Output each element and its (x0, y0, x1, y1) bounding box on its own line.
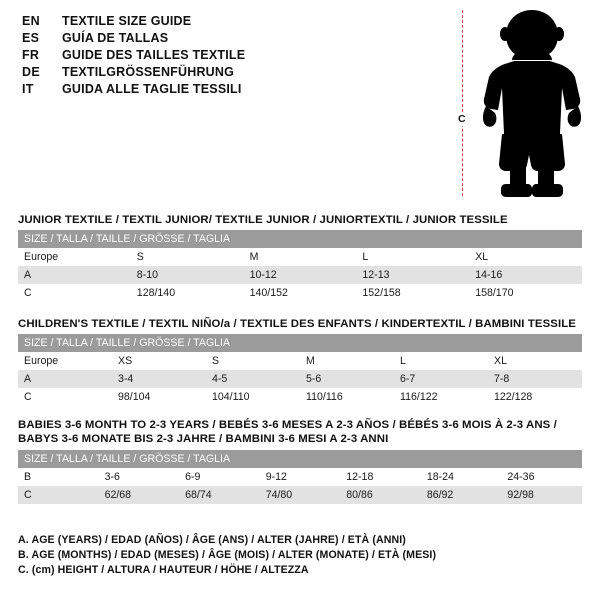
section-title-children: CHILDREN'S TEXTILE / TEXTIL NIÑO/а / TEXTILE DES ENFANTS / KINDERTEXTIL / BAMBINI TESSILE (18, 318, 576, 330)
row-label: B (18, 468, 99, 486)
table-row (18, 468, 582, 486)
table-row (18, 248, 582, 266)
row-label: Europe (18, 248, 131, 266)
table-row (18, 352, 582, 370)
cell: 158/170 (469, 284, 582, 302)
cell: 9-12 (260, 468, 341, 486)
legend-line-a: A. AGE (YEARS) / EDAD (AÑOS) / ÂGE (ANS) / ALTER (JAHRE) / ETÀ (ANNI) (18, 534, 406, 546)
language-title: TEXTILGRÖSSENFÜHRUNG (62, 65, 235, 79)
legend-line-c: C. (cm) HEIGHT / ALTURA / HAUTEUR / HÖHE / ALTEZZA (18, 564, 309, 576)
table-header-label: SIZE / TALLA / TAILLE / GRÖSSE / TAGLIA (18, 230, 582, 248)
legend-line-b: B. AGE (MONTHS) / EDAD (MESES) / ÂGE (MOIS) / ALTER (MONATE) / ETÀ (MESI) (18, 549, 437, 561)
cell: 74/80 (260, 486, 341, 504)
cell: 14-16 (469, 266, 582, 284)
cell: 24-36 (501, 468, 582, 486)
cell: 3-6 (99, 468, 180, 486)
cell: 92/98 (501, 486, 582, 504)
language-code: FR (22, 48, 40, 62)
language-row (22, 65, 442, 79)
language-row (22, 48, 442, 62)
table-row (18, 284, 582, 302)
cell: 140/152 (244, 284, 357, 302)
row-label: C (18, 284, 131, 302)
table-junior (18, 230, 582, 302)
cell: 128/140 (131, 284, 244, 302)
language-code: DE (22, 65, 40, 79)
language-title: GUÍA DE TALLAS (62, 31, 169, 45)
language-code: EN (22, 14, 40, 28)
cell: XS (112, 352, 206, 370)
table-header-label: SIZE / TALLA / TAILLE / GRÖSSE / TAGLIA (18, 450, 582, 468)
cell: 3-4 (112, 370, 206, 388)
cell: XL (488, 352, 582, 370)
cell: S (131, 248, 244, 266)
cell: 7-8 (488, 370, 582, 388)
cell: 152/158 (356, 284, 469, 302)
language-row (22, 82, 442, 96)
cell: 68/74 (179, 486, 260, 504)
language-title: GUIDE DES TAILLES TEXTILE (62, 48, 246, 62)
cell: 8-10 (131, 266, 244, 284)
cell: 12-13 (356, 266, 469, 284)
language-row (22, 31, 442, 45)
cell: 4-5 (206, 370, 300, 388)
row-label: C (18, 486, 99, 504)
row-label: C (18, 388, 112, 406)
cell: 10-12 (244, 266, 357, 284)
cell: 62/68 (99, 486, 180, 504)
cell: 18-24 (421, 468, 502, 486)
section-babies (18, 418, 582, 504)
table-row (18, 266, 582, 284)
language-code: ES (22, 31, 40, 45)
table-row (18, 388, 582, 406)
cell: M (244, 248, 357, 266)
table-children (18, 334, 582, 406)
language-title: TEXTILE SIZE GUIDE (62, 14, 192, 28)
cell: 116/122 (394, 388, 488, 406)
section-junior (18, 214, 582, 302)
language-row (22, 14, 442, 28)
cell: 104/110 (206, 388, 300, 406)
cell: L (356, 248, 469, 266)
cell: L (394, 352, 488, 370)
cell: S (206, 352, 300, 370)
cell: 6-7 (394, 370, 488, 388)
cell: XL (469, 248, 582, 266)
measurement-illustration (448, 8, 588, 198)
table-header-label: SIZE / TALLA / TAILLE / GRÖSSE / TAGLIA (18, 334, 582, 352)
toddler-silhouette-icon (476, 8, 588, 198)
cell: 12-18 (340, 468, 421, 486)
row-label: A (18, 266, 131, 284)
language-code: IT (22, 82, 34, 96)
language-title: GUIDA ALLE TAGLIE TESSILI (62, 82, 242, 96)
table-babies (18, 450, 582, 504)
row-label: A (18, 370, 112, 388)
height-dashed-line (462, 10, 463, 196)
cell: 122/128 (488, 388, 582, 406)
measure-label-c: C (458, 113, 466, 125)
cell: 86/92 (421, 486, 502, 504)
table-row (18, 486, 582, 504)
section-title-babies: BABIES 3-6 MONTH TO 2-3 YEARS / BEBÉS 3-6 MESES A 2-3 AÑOS / BÉBÉS 3-6 MOIS À 2-3 ANS / BABYS 3-6 MONATE BIS 2-3 JAHRE / BAMBINI 3-6 MESI A 2-3 ANNI (18, 419, 557, 445)
language-title-block (22, 14, 442, 99)
cell: 110/116 (300, 388, 394, 406)
section-title-junior: JUNIOR TEXTILE / TEXTIL JUNIOR/ TEXTILE JUNIOR / JUNIORTEXTIL / JUNIOR TESSILE (18, 214, 508, 226)
table-row (18, 370, 582, 388)
cell: 80/86 (340, 486, 421, 504)
section-children (18, 318, 582, 406)
cell: M (300, 352, 394, 370)
cell: 5-6 (300, 370, 394, 388)
cell: 6-9 (179, 468, 260, 486)
table-header-row (18, 334, 582, 352)
row-label: Europe (18, 352, 112, 370)
table-header-row (18, 450, 582, 468)
cell: 98/104 (112, 388, 206, 406)
legend-block (18, 533, 582, 578)
table-header-row (18, 230, 582, 248)
